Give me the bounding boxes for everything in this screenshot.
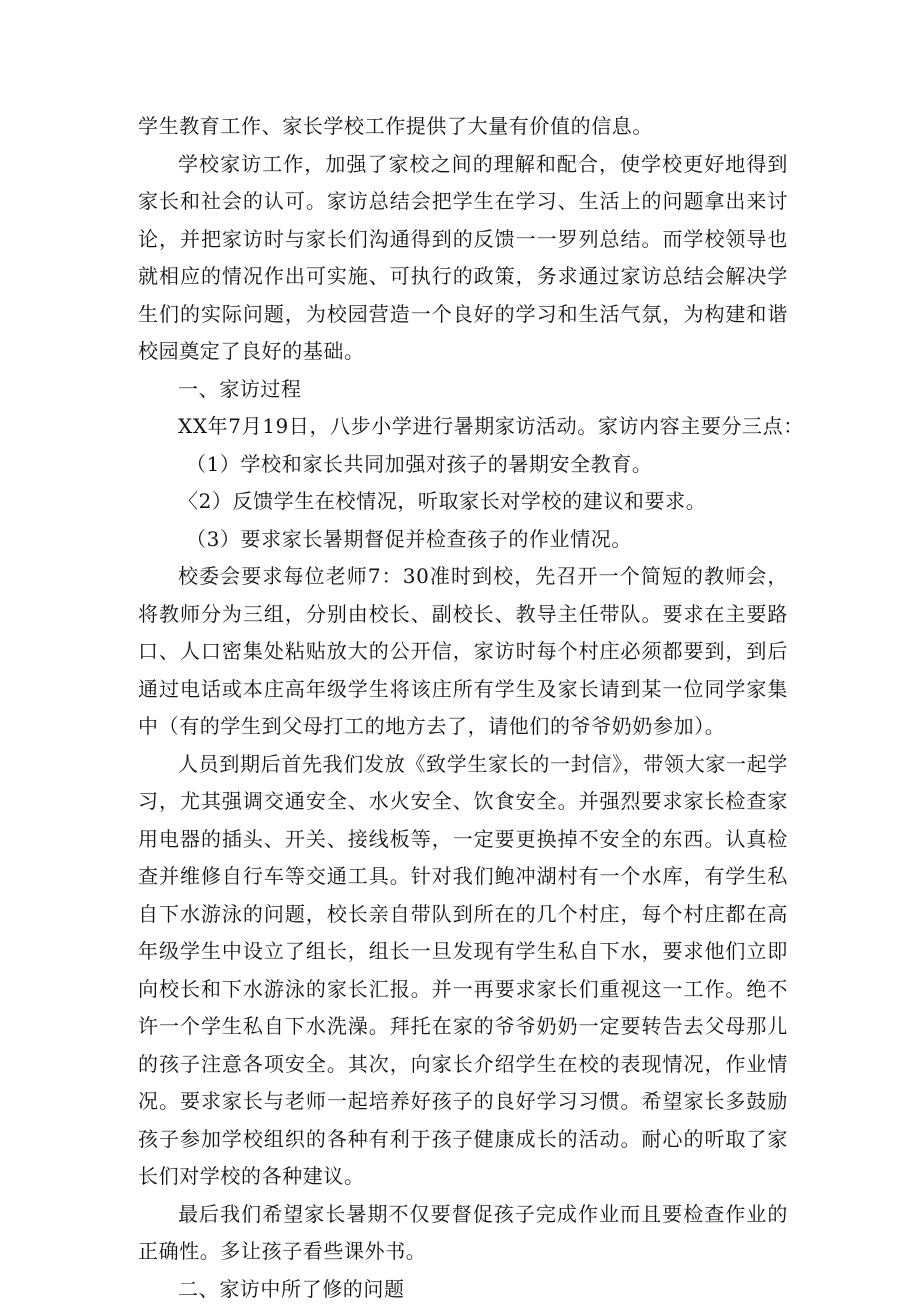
list-item-safety-education: （1）学校和家长共同加强对孩子的暑期安全教育。 <box>138 446 788 484</box>
document-body <box>138 108 788 1308</box>
section-heading-issues: 二、家访中所了修的问题 <box>138 1271 788 1308</box>
paragraph-final-hopes: 最后我们希望家长暑期不仅要督促孩子完成作业而且要检查作业的正确性。多让孩子看些课外书。 <box>138 1196 788 1271</box>
paragraph-visit-activities: 人员到期后首先我们发放《致学生家长的一封信》，带领大家一起学习，尤其强调交通安全、水火安全、饮食安全。并强烈要求家长检查家用电器的插头、开关、接线板等，一定要更换掉不安全的东西。认真检查并维修自行车等交通工具。针对我们鲍冲湖村有一个水库，有学生私自下水游泳的问题，校长亲自带队到所在的几个村庄，每个村庄都在高年级学生中设立了组长，组长一旦发现有学生私自下水，要求他们立即向校长和下水游泳的家长汇报。并一再要求家长们重视这一工作。绝不许一个学生私自下水洗澡。拜托在家的爷爷奶奶一定要转告去父母那儿的孩子注意各项安全。其次，向家长介绍学生在校的表现情况，作业情况。要求家长与老师一起培养好孩子的良好学习习惯。希望家长多鼓励孩子参加学校组织的各种有利于孩子健康成长的活动。耐心的听取了家长们对学校的各种建议。 <box>138 746 788 1196</box>
paragraph-school-committee: 校委会要求每位老师7：30准时到校，先召开一个简短的教师会，将教师分为三组，分别由校长、副校长、教导主任带队。要求在主要路口、人口密集处粘贴放大的公开信，家访时每个村庄必须都要到，到后通过电话或本庄高年级学生将该庄所有学生及家长请到某一位同学家集中（有的学生到父母打工的地方去了，请他们的爷爷奶奶参加）。 <box>138 558 788 746</box>
paragraph-home-visit-summary: 学校家访工作，加强了家校之间的理解和配合，使学校更好地得到家长和社会的认可。家访总结会把学生在学习、生活上的问题拿出来讨论，并把家访时与家长们沟通得到的反馈一一罗列总结。而学校领导也就相应的情况作出可实施、可执行的政策，务求通过家访总结会解决学生们的实际问题，为校园营造一个良好的学习和生活气氛，为构建和谐校园奠定了良好的基础。 <box>138 146 788 371</box>
list-item-feedback: 〈2）反馈学生在校情况，听取家长对学校的建议和要求。 <box>138 483 788 521</box>
paragraph-visit-date: XX年7月19日，八步小学进行暑期家访活动。家访内容主要分三点： <box>138 408 788 446</box>
paragraph-intro-fragment: 学生教育工作、家长学校工作提供了大量有价值的信息。 <box>138 108 788 146</box>
section-heading-process: 一、家访过程 <box>138 371 788 409</box>
list-item-homework-check: （3）要求家长暑期督促并检查孩子的作业情况。 <box>138 521 788 559</box>
